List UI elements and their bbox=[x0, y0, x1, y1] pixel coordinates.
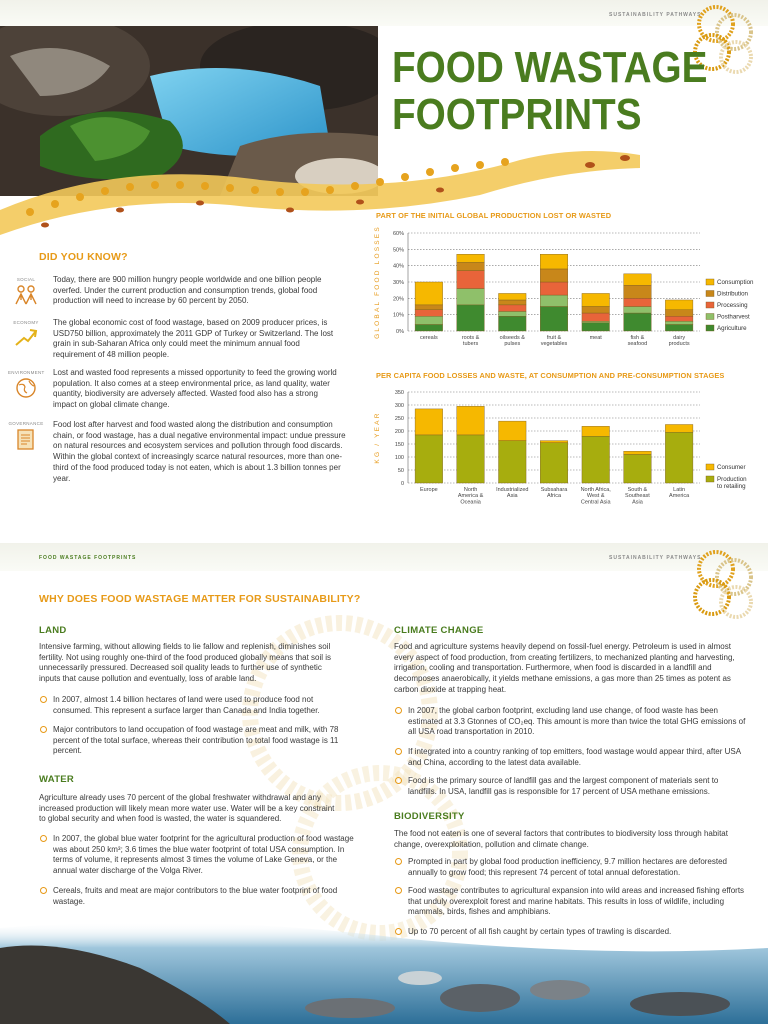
chart1-ytick: 100 bbox=[394, 455, 404, 461]
chart1-legend-swatch bbox=[706, 464, 714, 470]
chart0-bar-3-5 bbox=[624, 285, 652, 298]
chart0-xtick: meat bbox=[589, 335, 602, 341]
chart1-ytick: 200 bbox=[394, 429, 404, 435]
chart0-bar-0-0 bbox=[415, 324, 443, 331]
governance-text: Food lost after harvest and food wasted along the distribution and consumption chain, or food wastage, has a dual negative environmental impact: undue pressure on natural resources and ecosystem services and pollution through food discards. Within the global context of increasingly scarce natural resources, more than one-third of the food produced today is not eaten, which is about 1.3 billion tonnes per year. bbox=[53, 420, 346, 483]
chart0-legend-label: Consumption bbox=[717, 279, 754, 286]
chart0-bar-4-1 bbox=[457, 254, 485, 262]
chart0-ytick: 20% bbox=[392, 296, 404, 303]
header-right-tag: SUSTAINABILITY PATHWAYS bbox=[609, 555, 702, 561]
water-intro: Agriculture already uses 70 percent of the global freshwater withdrawal and any increased production will likely mean more water use. Water will be a key constraint to global security and when food is wasted, the water is squandered. bbox=[39, 793, 335, 824]
chart0-xtick: roots & tubers bbox=[461, 335, 480, 348]
chart0-legend-label: Agriculture bbox=[717, 325, 747, 332]
chart1-legend-swatch bbox=[706, 476, 714, 482]
governance-label: GOVERNANCE bbox=[8, 421, 44, 426]
chart0-xtick: dairy products bbox=[668, 335, 690, 348]
chart1-title: PART OF THE INITIAL GLOBAL PRODUCTION LOST OR WASTED bbox=[376, 211, 612, 220]
chart0-legend-swatch bbox=[706, 325, 714, 331]
chart0-bar-1-1 bbox=[457, 289, 485, 305]
chart0-bar-4-6 bbox=[665, 300, 693, 310]
chart0-bar-1-4 bbox=[582, 321, 610, 323]
chart0-bar-3-2 bbox=[499, 300, 527, 305]
biodiversity-bullet-1: Prompted in part by global food production inefficiency, 9.7 million hectares are deforested annually to grow food; this represent 74 percent of total annual deforestation. bbox=[394, 857, 748, 878]
chart1-bar-1-6 bbox=[665, 425, 693, 433]
water-heading: WATER bbox=[39, 774, 75, 785]
sustainability-heading: WHY DOES FOOD WASTAGE MATTER FOR SUSTAINABILITY? bbox=[39, 593, 361, 605]
land-intro: Intensive farming, without allowing fields to lie fallow and replenish, diminishes soil fertility. Not using roughly one-third of the food produced globally means that soil is unnecessarily pressured. Decreased soil quality leads to further use of synthetic inputs that cause pollution and eventually, loss of arable land. bbox=[39, 642, 332, 684]
social-text: Today, there are 900 million hungry people worldwide and one billion people overfed. Under the current production and consumption trends, global food production will need to increase by 60 percent by 2050. bbox=[53, 275, 322, 306]
chart0-bar-2-2 bbox=[499, 305, 527, 312]
chart1-bar-1-1 bbox=[457, 406, 485, 435]
economy-text: The global economic cost of food wastage, based on 2009 producer prices, is USD750 billion, approximately the 2011 GDP of Turkey or Switzerland. The lost grain in sub-Saharan Africa only could meet the minimum annual food requirement of 48 million people. bbox=[53, 318, 334, 360]
chart0-bar-2-0 bbox=[415, 310, 443, 317]
grain-rings-logo-2 bbox=[686, 547, 766, 623]
climate-heading: CLIMATE CHANGE bbox=[394, 625, 484, 636]
chart0-bar-0-3 bbox=[540, 307, 568, 332]
chart1-bar-0-0 bbox=[415, 435, 443, 483]
chart1-bar-1-5 bbox=[624, 451, 652, 454]
chart1-xtick: Industrialized Asia bbox=[496, 487, 529, 500]
chart0-bar-0-1 bbox=[457, 305, 485, 331]
land-bullet-2: Major contributors to land occupation of food wastage are meat and milk, with 78 percent of the total surface, whereas their contribution to total food wastage is 11 percent. bbox=[39, 725, 353, 757]
people-icon bbox=[14, 284, 38, 306]
climate-bullet-3: Food is the primary source of landfill gas and the largest component of materials sent to landfills. In USA, landfill gas is responsible for 17 percent of USA methane emissions. bbox=[394, 776, 748, 797]
chart0-ytick: 60% bbox=[392, 231, 404, 237]
environment-label: ENVIRONMENT bbox=[8, 370, 45, 375]
chart0-legend-label: Processing bbox=[717, 302, 748, 309]
fish-photo bbox=[0, 908, 768, 1024]
chart1-xtick: North America & Oceania bbox=[457, 487, 484, 506]
chart0-bar-1-3 bbox=[540, 295, 568, 306]
biodiversity-heading: BIODIVERSITY bbox=[394, 811, 465, 822]
trend-arrow-icon bbox=[14, 327, 38, 347]
land-bullet-1: In 2007, almost 1.4 billion hectares of land were used to produce food not consumed. This represent a surface larger than Canada and India together. bbox=[39, 695, 353, 716]
chart0-xtick: fruit & vegetables bbox=[540, 335, 568, 348]
chart0-legend-swatch bbox=[706, 302, 714, 308]
chart0-bar-2-6 bbox=[665, 316, 693, 321]
social-label: SOCIAL bbox=[16, 277, 36, 282]
chart0-bar-1-0 bbox=[415, 316, 443, 324]
chart0-bar-3-3 bbox=[540, 269, 568, 282]
economy-label: ECONOMY bbox=[13, 320, 39, 325]
chart0-bar-1-5 bbox=[624, 307, 652, 314]
chart0-bar-4-2 bbox=[499, 293, 527, 300]
chart1-bar-1-2 bbox=[499, 421, 527, 441]
chart0-legend-swatch bbox=[706, 279, 714, 285]
chart1-xtick: North Africa, West & Central Asia bbox=[580, 487, 611, 506]
chart0-bar-0-6 bbox=[665, 324, 693, 331]
did-you-know-heading: DID YOU KNOW? bbox=[39, 251, 128, 263]
climate-bullet-1: In 2007, the global carbon footprint, excluding land use change, of food waste has been estimated at 3.3 Gtonnes of CO₂eq. This amount is more than twice the total GHG emissions of all USA road transportation in 2010. bbox=[394, 706, 748, 738]
chart1-ytick: 50 bbox=[397, 468, 404, 474]
chart0-bar-1-6 bbox=[665, 321, 693, 324]
header-tag: SUSTAINABILITY PATHWAYS bbox=[609, 12, 702, 18]
chart2-title: PER CAPITA FOOD LOSSES AND WASTE, AT CONSUMPTION AND PRE-CONSUMPTION STAGES bbox=[376, 371, 725, 380]
water-bullet-1: In 2007, the global blue water footprint for the agricultural production of food wastage was about 250 km³; 3.6 times the blue water footprint of total USA consumption. In terms of volume, it represents almost 3 times the volume of Lake Geneva, or the annual water discharge of the Volga River. bbox=[39, 834, 355, 877]
document-icon bbox=[16, 428, 36, 452]
chart1-legend-label: Consumer bbox=[717, 464, 746, 471]
chart1-bar-0-3 bbox=[540, 443, 568, 483]
chart1-bar-0-5 bbox=[624, 454, 652, 483]
biodiversity-intro: The food not eaten is one of several factors that contributes to biodiversity loss through habitat change, overexploitation, pollution and climate change. bbox=[394, 829, 728, 849]
chart1-xtick: Latin America bbox=[669, 487, 690, 500]
biodiversity-bullet-3: Up to 70 percent of all fish caught by certain types of trawling is discarded. bbox=[394, 927, 748, 938]
chart0-bar-3-4 bbox=[582, 307, 610, 314]
chart0-xtick: fish & seafood bbox=[627, 335, 648, 348]
chart0-ytick: 30% bbox=[392, 280, 404, 286]
chart-production-lost bbox=[370, 222, 760, 352]
climate-intro: Food and agriculture systems heavily depend on fossil-fuel energy. Petroleum is used in almost every aspect of food production, from creating fertilizers, to mechanized planting and harvesting, irrigation, cooling and transportation. Furthermore, when food is discarded in a landfill and decomposes anaerobically, it yields methane emissions, a gas more than 25 times as potent as carbon dioxide at trapping heat. bbox=[394, 642, 735, 694]
chart0-bar-3-1 bbox=[457, 262, 485, 270]
land-heading: LAND bbox=[39, 625, 67, 636]
chart0-ytick: 0% bbox=[396, 329, 404, 335]
chart0-bar-4-4 bbox=[582, 293, 610, 306]
header-left-tag: FOOD WASTAGE FOOTPRINTS bbox=[39, 555, 137, 561]
chart1-ytick: 250 bbox=[394, 416, 404, 422]
chart0-ytick: 50% bbox=[392, 247, 404, 254]
grain-border bbox=[0, 140, 640, 235]
chart1-bar-0-2 bbox=[499, 441, 527, 483]
chart1-bar-0-6 bbox=[665, 432, 693, 483]
biodiversity-bullet-2: Food wastage contributes to agricultural expansion into wild areas and increased fishing efforts that unduly overexploit forest and marine habitats. This results in loss of wildlife, including mammals, birds, fishes and amphibians. bbox=[394, 886, 748, 918]
chart0-bar-4-5 bbox=[624, 274, 652, 285]
chart0-bar-4-3 bbox=[540, 254, 568, 269]
chart0-bar-2-3 bbox=[540, 282, 568, 295]
title-line-2: FOOTPRINTS bbox=[392, 90, 642, 139]
chart0-xtick: cereals bbox=[419, 335, 438, 341]
chart0-bar-0-4 bbox=[582, 323, 610, 331]
environment-text: Lost and wasted food represents a missed opportunity to feed the growing world population. It also comes at a steep environmental price, as land quality, water quantity, biodiversity are adversely affected. Wasted food also has a strong impact on global climate change. bbox=[53, 368, 337, 410]
chart1-xtick: South & Southeast Asia bbox=[625, 487, 650, 506]
chart0-bar-2-5 bbox=[624, 298, 652, 306]
chart0-legend-label: Distribution bbox=[717, 290, 748, 298]
chart1-ytick: 0 bbox=[400, 481, 404, 487]
chart0-bar-2-1 bbox=[457, 271, 485, 289]
chart1-bar-1-3 bbox=[540, 441, 568, 443]
chart0-bar-4-0 bbox=[415, 282, 443, 305]
chart0-legend-label: Postharvest bbox=[717, 313, 750, 321]
chart0-ylabel: GLOBAL FOOD LOSSES bbox=[374, 225, 381, 339]
chart0-legend-swatch bbox=[706, 314, 714, 320]
climate-bullet-2: If integrated into a country ranking of top emitters, food wastage would appear third, after USA and China, according to the latest data available. bbox=[394, 747, 748, 768]
chart1-bar-1-4 bbox=[582, 426, 610, 436]
chart1-xtick: Europe bbox=[419, 487, 438, 493]
chart0-bar-3-0 bbox=[415, 305, 443, 310]
chart0-bar-3-6 bbox=[665, 310, 693, 317]
chart0-bar-0-5 bbox=[624, 313, 652, 331]
title-line-1: FOOD WASTAGE bbox=[392, 43, 708, 92]
chart0-ytick: 10% bbox=[392, 312, 404, 319]
chart0-xtick: oilseeds & pulses bbox=[499, 335, 525, 348]
chart1-legend-label: Production to retailing bbox=[717, 476, 747, 490]
chart1-bar-1-0 bbox=[415, 409, 443, 435]
chart1-ylabel: KG / YEAR bbox=[374, 411, 381, 464]
chart1-bar-0-1 bbox=[457, 435, 485, 483]
chart1-xtick: Subsahara Africa bbox=[540, 487, 568, 500]
chart1-ytick: 300 bbox=[394, 403, 404, 409]
chart0-bar-0-2 bbox=[499, 316, 527, 331]
globe-icon bbox=[15, 377, 37, 399]
page-two bbox=[0, 543, 768, 1024]
chart1-ytick: 150 bbox=[394, 442, 404, 448]
chart0-bar-2-4 bbox=[582, 313, 610, 321]
chart0-ytick: 40% bbox=[392, 263, 404, 270]
page-title bbox=[392, 44, 707, 138]
chart1-ytick: 350 bbox=[394, 390, 404, 396]
chart0-bar-1-2 bbox=[499, 311, 527, 316]
chart0-legend-swatch bbox=[706, 291, 714, 297]
chart1-bar-0-4 bbox=[582, 436, 610, 483]
water-bullet-2: Cereals, fruits and meat are major contributors to the blue water footprint of food wastage. bbox=[39, 886, 355, 907]
chart-per-capita-losses bbox=[370, 383, 760, 513]
